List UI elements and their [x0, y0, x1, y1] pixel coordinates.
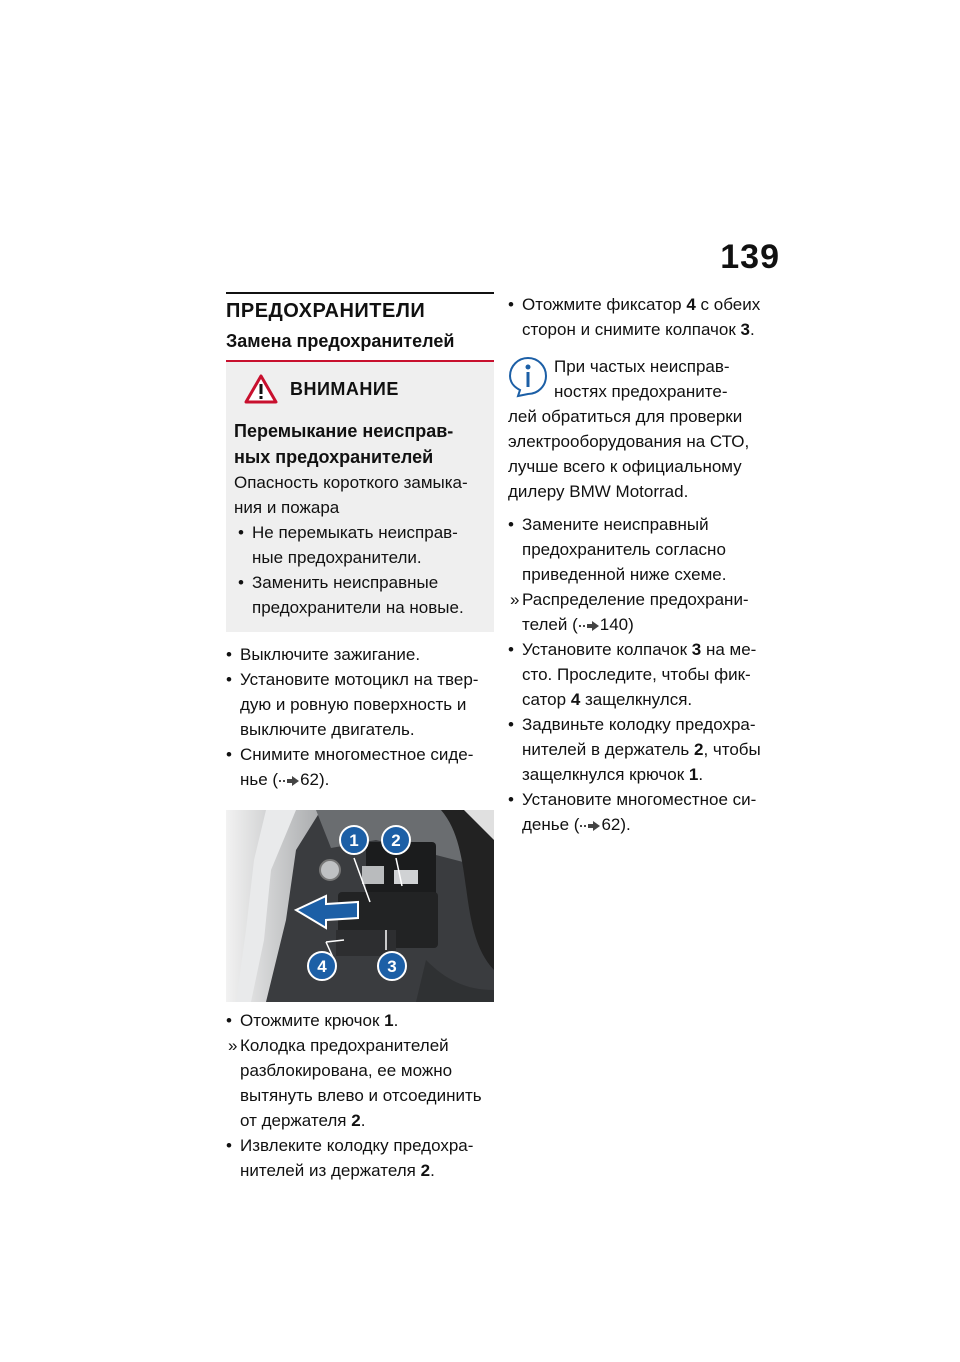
warning-list — [234, 520, 486, 620]
info-note: При частых неисправ- ностях предохраните- лей обратиться для проверки электрооборудования на СТО, лучше всего к официальному дилеру BMW Motorrad. — [508, 357, 750, 501]
page-ref[interactable]: 62). — [601, 815, 631, 834]
right-steps-list-2 — [508, 512, 783, 837]
list-item: • Задвиньте колодку предохра- нителей в держатель 2, чтобы защелкнулся крючок 1. — [508, 712, 783, 787]
list-item: • Снимите многоместное сиде- нье ( 62). — [226, 742, 494, 792]
list-item: • Выключите зажигание. — [226, 642, 494, 667]
list-item: • Установите колпачок 3 на ме- сто. Проследите, чтобы фик- сатор 4 защелкнулся. — [508, 637, 783, 712]
callout-label-4: 4 — [317, 957, 327, 976]
callout-label-1: 1 — [349, 831, 359, 850]
warning-header — [244, 374, 486, 404]
section-title: ПРЕДОХРАНИТЕЛИ — [226, 300, 426, 322]
list-item: • Отожмите фиксатор 4 с обеих сторон и снимите колпачок 3. — [508, 292, 783, 342]
page-ref[interactable]: 62). — [300, 770, 330, 789]
callout-label-2: 2 — [391, 831, 401, 850]
list-item: • Не перемыкать неисправ- ные предохранители. — [234, 520, 486, 570]
list-item: • Установите многоместное си- денье ( 62). — [508, 787, 783, 837]
steps-before-list — [226, 642, 494, 792]
warning-box — [226, 362, 494, 632]
list-item: • Отожмите крючок 1. — [226, 1008, 494, 1033]
section-rule — [226, 292, 494, 294]
fuse-box-photo — [226, 810, 494, 1002]
warning-label: ВНИМАНИЕ — [290, 378, 399, 399]
sub-title: Замена предохранителей — [226, 331, 455, 351]
warning-text: Опасность короткого замыка- ния и пожара — [234, 473, 468, 517]
warning-title: Перемыкание неисправ- ных предохранителей — [234, 421, 454, 467]
page-ref-arrow-icon — [579, 820, 601, 832]
steps-after-list — [226, 1008, 494, 1183]
list-item-result: » Колодка предохранителей разблокирована, ее можно вытянуть влево и отсоединить от держателя 2. — [226, 1033, 494, 1133]
photo-illustration — [226, 810, 494, 1002]
right-steps-list-1 — [508, 292, 783, 342]
page-ref-arrow-icon — [278, 775, 300, 787]
list-item: • Замените неисправный предохранитель согласно приведенной ниже схеме. — [508, 512, 783, 587]
info-icon — [508, 356, 548, 398]
list-item-result: » Распределение предохрани- телей ( 140) — [508, 587, 783, 637]
page-ref-arrow-icon — [578, 620, 600, 632]
list-item: • Заменить неисправные предохранители на новые. — [234, 570, 486, 620]
page-number: 139 — [720, 238, 780, 276]
warning-triangle-icon — [244, 374, 278, 404]
right-column — [508, 292, 783, 837]
left-column — [226, 292, 494, 1183]
page-ref[interactable]: 140) — [599, 615, 634, 634]
list-item: • Установите мотоцикл на твер- дую и ровную поверхность и выключите двигатель. — [226, 667, 494, 742]
callout-label-3: 3 — [387, 957, 397, 976]
list-item: • Извлеките колодку предохра- нителей из держателя 2. — [226, 1133, 494, 1183]
